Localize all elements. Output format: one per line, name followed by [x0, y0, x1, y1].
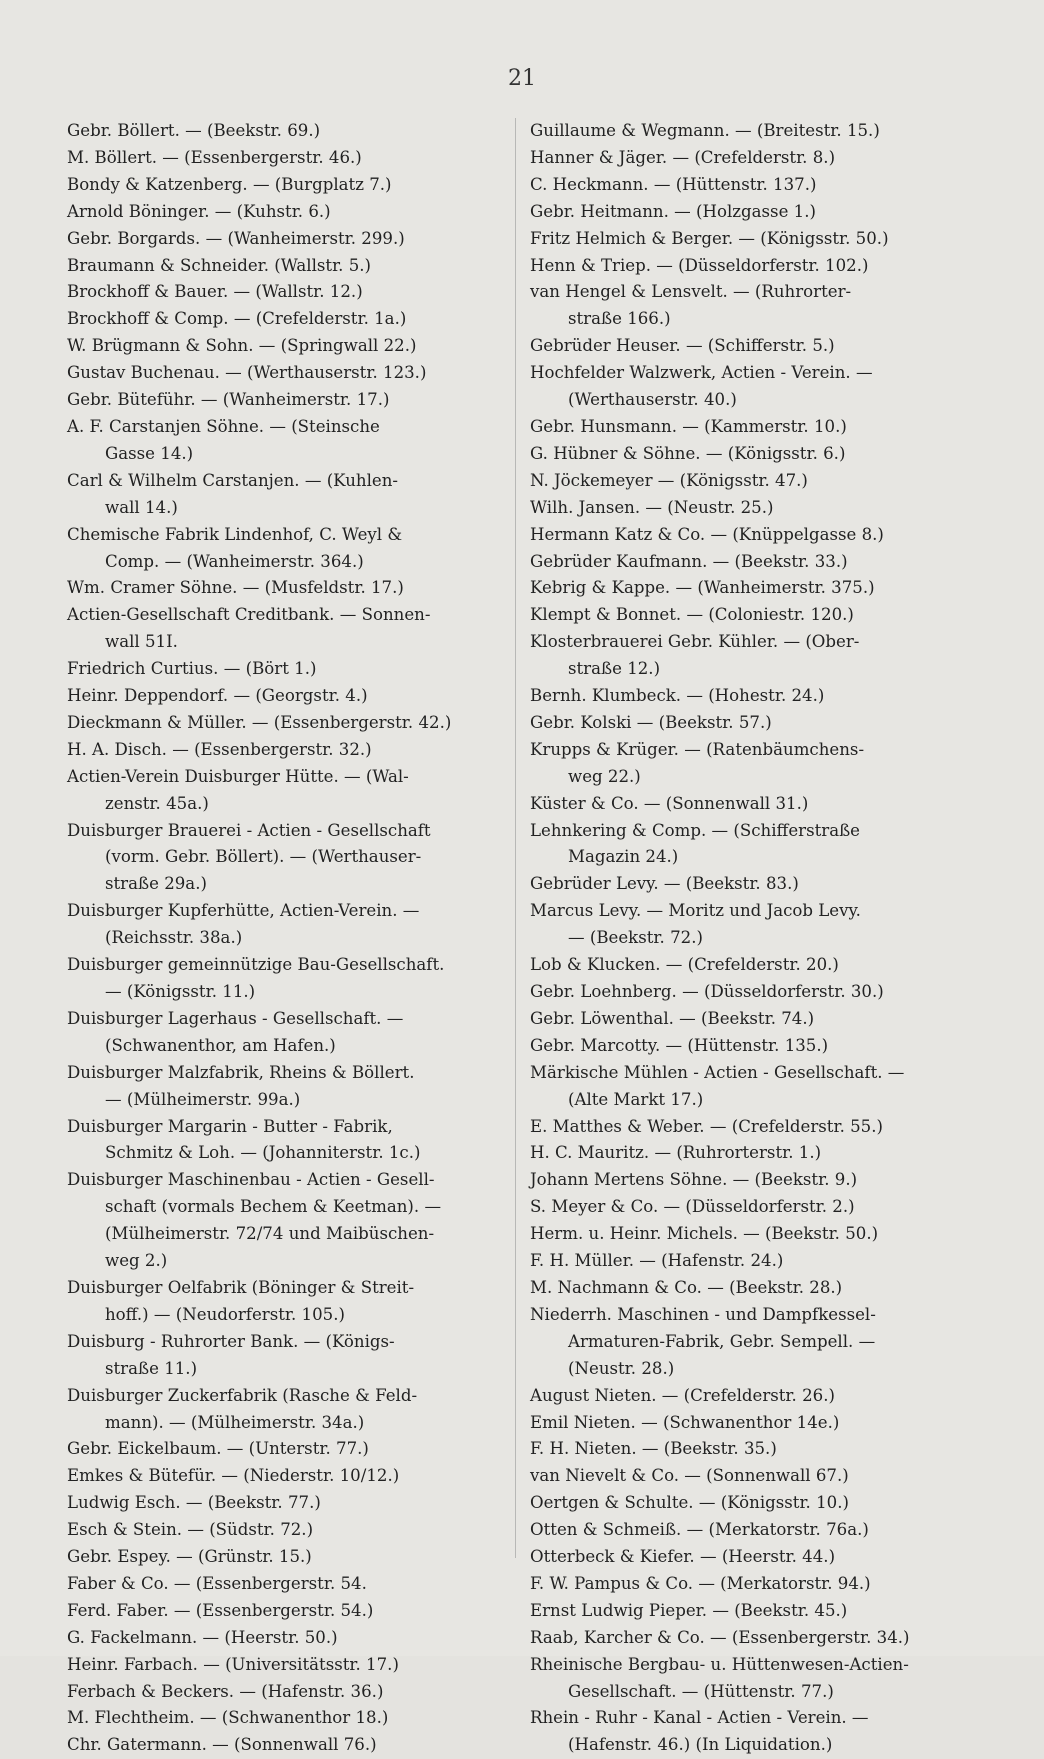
directory-entry — [530, 1598, 955, 1625]
directory-entry — [530, 1167, 955, 1194]
directory-entry — [530, 226, 955, 253]
entry-name-line: Krupps & Krüger. — (Ratenbäumchens- — [530, 739, 865, 759]
directory-entry — [67, 710, 492, 737]
entry-name-line: Klempt & Bonnet. — (Coloniestr. 120.) — [530, 605, 854, 625]
entry-continuation-line: schaft (vormals Bechem & Keetman). — — [105, 1197, 442, 1217]
directory-entry — [67, 1060, 492, 1114]
directory-entry — [67, 575, 492, 602]
directory-entry — [530, 1571, 955, 1598]
directory-entry — [530, 1033, 955, 1060]
directory-entry — [67, 764, 492, 818]
right-column — [530, 118, 955, 1759]
directory-entry — [530, 1544, 955, 1571]
directory-entry — [530, 360, 955, 414]
directory-entry — [530, 979, 955, 1006]
entry-name-line: Arnold Böninger. — (Kuhstr. 6.) — [67, 201, 331, 221]
directory-entry — [530, 333, 955, 360]
directory-entry — [67, 172, 492, 199]
directory-entry — [67, 1732, 492, 1759]
entry-continuation-line: (vorm. Gebr. Böllert). — (Werthauser- — [105, 847, 422, 867]
directory-entry — [67, 602, 492, 656]
entry-continuation-line: — (Mülheimerstr. 99a.) — [105, 1089, 301, 1109]
entry-name-line: Gebr. Eickelbaum. — (Unterstr. 77.) — [67, 1439, 369, 1459]
directory-entry — [530, 1383, 955, 1410]
entry-name-line: Duisburger Oelfabrik (Böninger & Streit- — [67, 1277, 415, 1297]
entry-name-line: Klosterbrauerei Gebr. Kühler. — (Ober- — [530, 632, 860, 652]
entry-name-line: Chr. Gatermann. — (Sonnenwall 76.) — [67, 1735, 377, 1755]
entry-name-line: Duisburger Maschinenbau - Actien - Gesell- — [67, 1170, 435, 1190]
entry-continuation-line: (Reichsstr. 38a.) — [105, 928, 243, 948]
directory-entry — [530, 575, 955, 602]
entry-name-line: Ernst Ludwig Pieper. — (Beekstr. 45.) — [530, 1600, 848, 1620]
directory-entry — [530, 710, 955, 737]
entry-name-line: Ferd. Faber. — (Essenbergerstr. 54.) — [67, 1600, 374, 1620]
entry-name-line: Duisburger Kupferhütte, Actien-Verein. — — [67, 901, 420, 921]
directory-entry — [67, 279, 492, 306]
directory-entry — [67, 1679, 492, 1706]
page-number: 21 — [508, 66, 536, 91]
entry-name-line: Rheinische Bergbau- u. Hüttenwesen-Actien- — [530, 1654, 909, 1674]
entry-continuation-line: Schmitz & Loh. — (Johanniterstr. 1c.) — [105, 1143, 421, 1163]
entry-name-line: Otten & Schmeiß. — (Merkatorstr. 76a.) — [530, 1520, 869, 1540]
entry-name-line: Duisburger Brauerei - Actien - Gesellschaft — [67, 820, 431, 840]
entry-name-line: Hanner & Jäger. — (Crefelderstr. 8.) — [530, 147, 836, 167]
directory-entry — [530, 791, 955, 818]
entry-continuation-line: weg 22.) — [568, 766, 641, 786]
directory-entry — [67, 1006, 492, 1060]
entry-name-line: Hochfelder Walzwerk, Actien - Verein. — — [530, 363, 873, 383]
directory-entry — [530, 1248, 955, 1275]
directory-entry — [67, 1598, 492, 1625]
entry-name-line: Bondy & Katzenberg. — (Burgplatz 7.) — [67, 174, 392, 194]
entry-continuation-line: straße 11.) — [105, 1358, 198, 1378]
entry-continuation-line: (Alte Markt 17.) — [568, 1089, 704, 1109]
entry-continuation-line: straße 29a.) — [105, 874, 207, 894]
directory-entry — [530, 1410, 955, 1437]
directory-entry — [530, 1140, 955, 1167]
entry-continuation-line: (Mülheimerstr. 72/74 und Maibüschen- — [105, 1224, 435, 1244]
left-column — [67, 118, 492, 1759]
directory-entry — [530, 441, 955, 468]
directory-entry — [67, 1329, 492, 1383]
entry-name-line: Esch & Stein. — (Südstr. 72.) — [67, 1520, 314, 1540]
entry-name-line: Gebr. Marcotty. — (Hüttenstr. 135.) — [530, 1035, 829, 1055]
entry-name-line: F. H. Müller. — (Hafenstr. 24.) — [530, 1251, 784, 1271]
entry-continuation-line: hoff.) — (Neudorferstr. 105.) — [105, 1304, 345, 1324]
entry-continuation-line: — (Königsstr. 11.) — [105, 982, 256, 1001]
directory-entry — [530, 952, 955, 979]
directory-entry — [530, 199, 955, 226]
entry-name-line: Heinr. Deppendorf. — (Georgstr. 4.) — [67, 686, 368, 706]
entry-name-line: E. Matthes & Weber. — (Crefelderstr. 55.) — [530, 1116, 883, 1136]
directory-entry — [67, 1625, 492, 1652]
entry-name-line: Gebrüder Heuser. — (Schifferstr. 5.) — [530, 336, 835, 356]
directory-entry — [67, 387, 492, 414]
entry-continuation-line: wall 51I. — [105, 632, 178, 652]
entry-continuation-line: mann). — (Mülheimerstr. 34a.) — [105, 1412, 365, 1432]
entry-name-line: Kebrig & Kappe. — (Wanheimerstr. 375.) — [530, 578, 875, 598]
entry-name-line: Lob & Klucken. — (Crefelderstr. 20.) — [530, 955, 839, 975]
entry-name-line: Actien-Gesellschaft Creditbank. — Sonnen- — [67, 605, 431, 625]
entry-name-line: Duisburger Margarin - Butter - Fabrik, — [67, 1116, 393, 1136]
entry-name-line: Gebr. Heitmann. — (Holzgasse 1.) — [530, 201, 816, 221]
directory-entry — [530, 253, 955, 280]
entry-name-line: Gebrüder Levy. — (Beekstr. 83.) — [530, 874, 799, 894]
entry-name-line: Brockhoff & Bauer. — (Wallstr. 12.) — [67, 282, 363, 302]
directory-entry — [67, 145, 492, 172]
entry-name-line: Raab, Karcher & Co. — (Essenbergerstr. 34.) — [530, 1627, 910, 1647]
entry-name-line: Heinr. Farbach. — (Universitätsstr. 17.) — [67, 1654, 399, 1674]
directory-entry — [530, 602, 955, 629]
entry-name-line: Marcus Levy. — Moritz und Jacob Levy. — [530, 901, 861, 921]
directory-entry — [530, 279, 955, 333]
directory-entry — [530, 495, 955, 522]
directory-entry — [67, 1544, 492, 1571]
entry-name-line: Wilh. Jansen. — (Neustr. 25.) — [530, 497, 774, 517]
directory-entry — [67, 1517, 492, 1544]
entry-name-line: H. C. Mauritz. — (Ruhrorterstr. 1.) — [530, 1143, 822, 1163]
directory-entry — [67, 818, 492, 899]
entry-name-line: Märkische Mühlen - Actien - Gesellschaft. — — [530, 1062, 905, 1082]
directory-entry — [530, 522, 955, 549]
entry-name-line: Carl & Wilhelm Carstanjen. — (Kuhlen- — [67, 470, 399, 490]
entry-name-line: G. Hübner & Söhne. — (Königsstr. 6.) — [530, 443, 846, 463]
directory-entry — [67, 118, 492, 145]
entry-name-line: Friedrich Curtius. — (Bört 1.) — [67, 659, 317, 679]
entry-name-line: Emil Nieten. — (Schwanenthor 14e.) — [530, 1412, 840, 1432]
entry-name-line: G. Fackelmann. — (Heerstr. 50.) — [67, 1627, 338, 1647]
directory-entry — [67, 1275, 492, 1329]
entry-name-line: Brockhoff & Comp. — (Crefelderstr. 1a.) — [67, 309, 407, 329]
entry-name-line: C. Heckmann. — (Hüttenstr. 137.) — [530, 174, 817, 194]
entry-continuation-line: wall 14.) — [105, 497, 178, 517]
directory-entry — [530, 1006, 955, 1033]
directory-entry — [67, 1167, 492, 1275]
entry-continuation-line: Gasse 14.) — [105, 443, 194, 463]
directory-entry — [530, 1490, 955, 1517]
directory-entry — [530, 1194, 955, 1221]
directory-entry — [67, 522, 492, 576]
directory-entry — [67, 468, 492, 522]
entry-name-line: van Hengel & Lensvelt. — (Ruhrorter- — [530, 282, 852, 302]
entry-continuation-line: Gesellschaft. — (Hüttenstr. 77.) — [568, 1681, 834, 1701]
directory-entry — [530, 898, 955, 952]
entry-name-line: Bernh. Klumbeck. — (Hohestr. 24.) — [530, 686, 825, 706]
directory-entry — [530, 683, 955, 710]
directory-entry — [530, 145, 955, 172]
entry-name-line: Duisburger Lagerhaus - Gesellschaft. — — [67, 1008, 404, 1028]
entry-name-line: Niederrh. Maschinen - und Dampfkessel- — [530, 1304, 876, 1324]
directory-entry — [67, 414, 492, 468]
entry-name-line: Gebr. Kolski — (Beekstr. 57.) — [530, 712, 772, 732]
directory-entry — [530, 1517, 955, 1544]
entry-continuation-line: weg 2.) — [105, 1251, 168, 1271]
directory-entry — [530, 871, 955, 898]
entry-name-line: Oertgen & Schulte. — (Königsstr. 10.) — [530, 1493, 849, 1513]
entry-name-line: Küster & Co. — (Sonnenwall 31.) — [530, 793, 809, 813]
entry-continuation-line: zenstr. 45a.) — [105, 793, 209, 813]
directory-entry — [530, 118, 955, 145]
entry-name-line: Otterbeck & Kiefer. — (Heerstr. 44.) — [530, 1547, 836, 1567]
directory-entry — [530, 629, 955, 683]
directory-entry — [67, 683, 492, 710]
entry-name-line: Chemische Fabrik Lindenhof, C. Weyl & — [67, 524, 403, 544]
directory-entry — [67, 898, 492, 952]
entry-name-line: Emkes & Bütefür. — (Niederstr. 10/12.) — [67, 1466, 400, 1486]
directory-entry — [67, 360, 492, 387]
directory-entry — [67, 199, 492, 226]
entry-name-line: Actien-Verein Duisburger Hütte. — (Wal- — [67, 766, 409, 786]
entry-name-line: Duisburger Malzfabrik, Rheins & Böllert. — [67, 1062, 415, 1082]
entry-name-line: Gebr. Hunsmann. — (Kammerstr. 10.) — [530, 416, 847, 436]
directory-entry — [530, 172, 955, 199]
entry-continuation-line: — (Beekstr. 72.) — [568, 928, 703, 948]
entry-continuation-line: (Werthauserstr. 40.) — [568, 390, 737, 410]
entry-name-line: van Nievelt & Co. — (Sonnenwall 67.) — [530, 1466, 849, 1486]
entry-continuation-line: (Schwanenthor, am Hafen.) — [105, 1035, 336, 1055]
directory-entry — [67, 1463, 492, 1490]
entry-continuation-line: Magazin 24.) — [568, 847, 679, 867]
directory-entry — [530, 468, 955, 495]
entry-name-line: August Nieten. — (Crefelderstr. 26.) — [530, 1385, 835, 1405]
directory-entry — [67, 656, 492, 683]
directory-entry — [530, 1436, 955, 1463]
entry-continuation-line: Armaturen-Fabrik, Gebr. Sempell. — — [568, 1331, 876, 1351]
directory-entry — [67, 1490, 492, 1517]
directory-entry — [530, 1060, 955, 1114]
directory-entry — [530, 1463, 955, 1490]
entry-name-line: Braumann & Schneider. (Wallstr. 5.) — [67, 255, 372, 275]
entry-name-line: Duisburger Zuckerfabrik (Rasche & Feld- — [67, 1385, 418, 1405]
entry-name-line: Hermann Katz & Co. — (Knüppelgasse 8.) — [530, 524, 884, 544]
entry-name-line: Rhein - Ruhr - Kanal - Actien - Verein. — — [530, 1708, 869, 1728]
directory-entry — [530, 1302, 955, 1383]
entry-name-line: Johann Mertens Söhne. — (Beekstr. 9.) — [530, 1170, 858, 1190]
directory-entry — [67, 1705, 492, 1732]
entry-name-line: Gebrüder Kaufmann. — (Beekstr. 33.) — [530, 551, 848, 571]
directory-entry — [530, 1114, 955, 1141]
entry-continuation-line: Comp. — (Wanheimerstr. 364.) — [105, 551, 364, 571]
entry-continuation-line: straße 12.) — [568, 659, 661, 679]
directory-entry — [67, 952, 492, 1006]
entry-name-line: Dieckmann & Müller. — (Essenbergerstr. 42.) — [67, 712, 452, 732]
entry-name-line: Gebr. Böllert. — (Beekstr. 69.) — [67, 121, 321, 140]
entry-name-line: F. W. Pampus & Co. — (Merkatorstr. 94.) — [530, 1573, 871, 1593]
entry-name-line: M. Nachmann & Co. — (Beekstr. 28.) — [530, 1277, 843, 1297]
entry-name-line: Faber & Co. — (Essenbergerstr. 54. — [67, 1573, 367, 1593]
entry-name-line: M. Böllert. — (Essenbergerstr. 46.) — [67, 147, 362, 167]
entry-name-line: Gebr. Espey. — (Grünstr. 15.) — [67, 1547, 312, 1567]
column-divider — [515, 118, 516, 1558]
entry-name-line: M. Flechtheim. — (Schwanenthor 18.) — [67, 1708, 389, 1728]
directory-entry — [530, 818, 955, 872]
entry-name-line: Gebr. Borgards. — (Wanheimerstr. 299.) — [67, 228, 405, 248]
entry-name-line: Wm. Cramer Söhne. — (Musfeldstr. 17.) — [67, 578, 404, 598]
entry-name-line: Lehnkering & Comp. — (Schifferstraße — [530, 820, 861, 840]
directory-entry — [67, 1571, 492, 1598]
entry-name-line: W. Brügmann & Sohn. — (Springwall 22.) — [67, 336, 417, 356]
directory-entry — [530, 1705, 955, 1759]
entry-name-line: Ferbach & Beckers. — (Hafenstr. 36.) — [67, 1681, 384, 1701]
directory-entry — [67, 1383, 492, 1437]
entry-name-line: Duisburger gemeinnützige Bau-Gesellschaft. — [67, 955, 445, 975]
directory-entry — [67, 1436, 492, 1463]
entry-name-line: Fritz Helmich & Berger. — (Königsstr. 50.) — [530, 228, 889, 248]
entry-name-line: Gebr. Büteführ. — (Wanheimerstr. 17.) — [67, 390, 390, 410]
directory-entry — [67, 253, 492, 280]
entry-name-line: Gustav Buchenau. — (Werthauserstr. 123.) — [67, 363, 427, 383]
entry-continuation-line: (Neustr. 28.) — [568, 1358, 675, 1378]
entry-continuation-line: (Hafenstr. 46.) (In Liquidation.) — [568, 1735, 833, 1755]
directory-entry — [530, 1221, 955, 1248]
entry-name-line: Ludwig Esch. — (Beekstr. 77.) — [67, 1493, 321, 1513]
directory-entry — [530, 549, 955, 576]
entry-name-line: F. H. Nieten. — (Beekstr. 35.) — [530, 1439, 777, 1459]
entry-name-line: Guillaume & Wegmann. — (Breitestr. 15.) — [530, 121, 880, 140]
directory-entry — [67, 737, 492, 764]
entry-continuation-line: straße 166.) — [568, 309, 671, 329]
entry-name-line: Gebr. Loehnberg. — (Düsseldorferstr. 30.) — [530, 982, 884, 1001]
directory-entry — [530, 414, 955, 441]
entry-name-line: Henn & Triep. — (Düsseldorferstr. 102.) — [530, 255, 869, 275]
directory-entry — [530, 1625, 955, 1652]
directory-entry — [530, 1652, 955, 1706]
directory-entry — [67, 226, 492, 253]
directory-entry — [67, 306, 492, 333]
directory-entry — [67, 333, 492, 360]
entry-name-line: H. A. Disch. — (Essenbergerstr. 32.) — [67, 739, 372, 759]
entry-name-line: N. Jöckemeyer — (Königsstr. 47.) — [530, 470, 808, 490]
directory-entry — [530, 737, 955, 791]
directory-entry — [67, 1114, 492, 1168]
entry-name-line: Duisburg - Ruhrorter Bank. — (Königs- — [67, 1331, 395, 1351]
directory-entry — [530, 1275, 955, 1302]
entry-name-line: A. F. Carstanjen Söhne. — (Steinsche — [67, 416, 380, 436]
entry-name-line: Herm. u. Heinr. Michels. — (Beekstr. 50.) — [530, 1224, 879, 1244]
entry-name-line: Gebr. Löwenthal. — (Beekstr. 74.) — [530, 1008, 815, 1028]
entry-name-line: S. Meyer & Co. — (Düsseldorferstr. 2.) — [530, 1197, 855, 1217]
